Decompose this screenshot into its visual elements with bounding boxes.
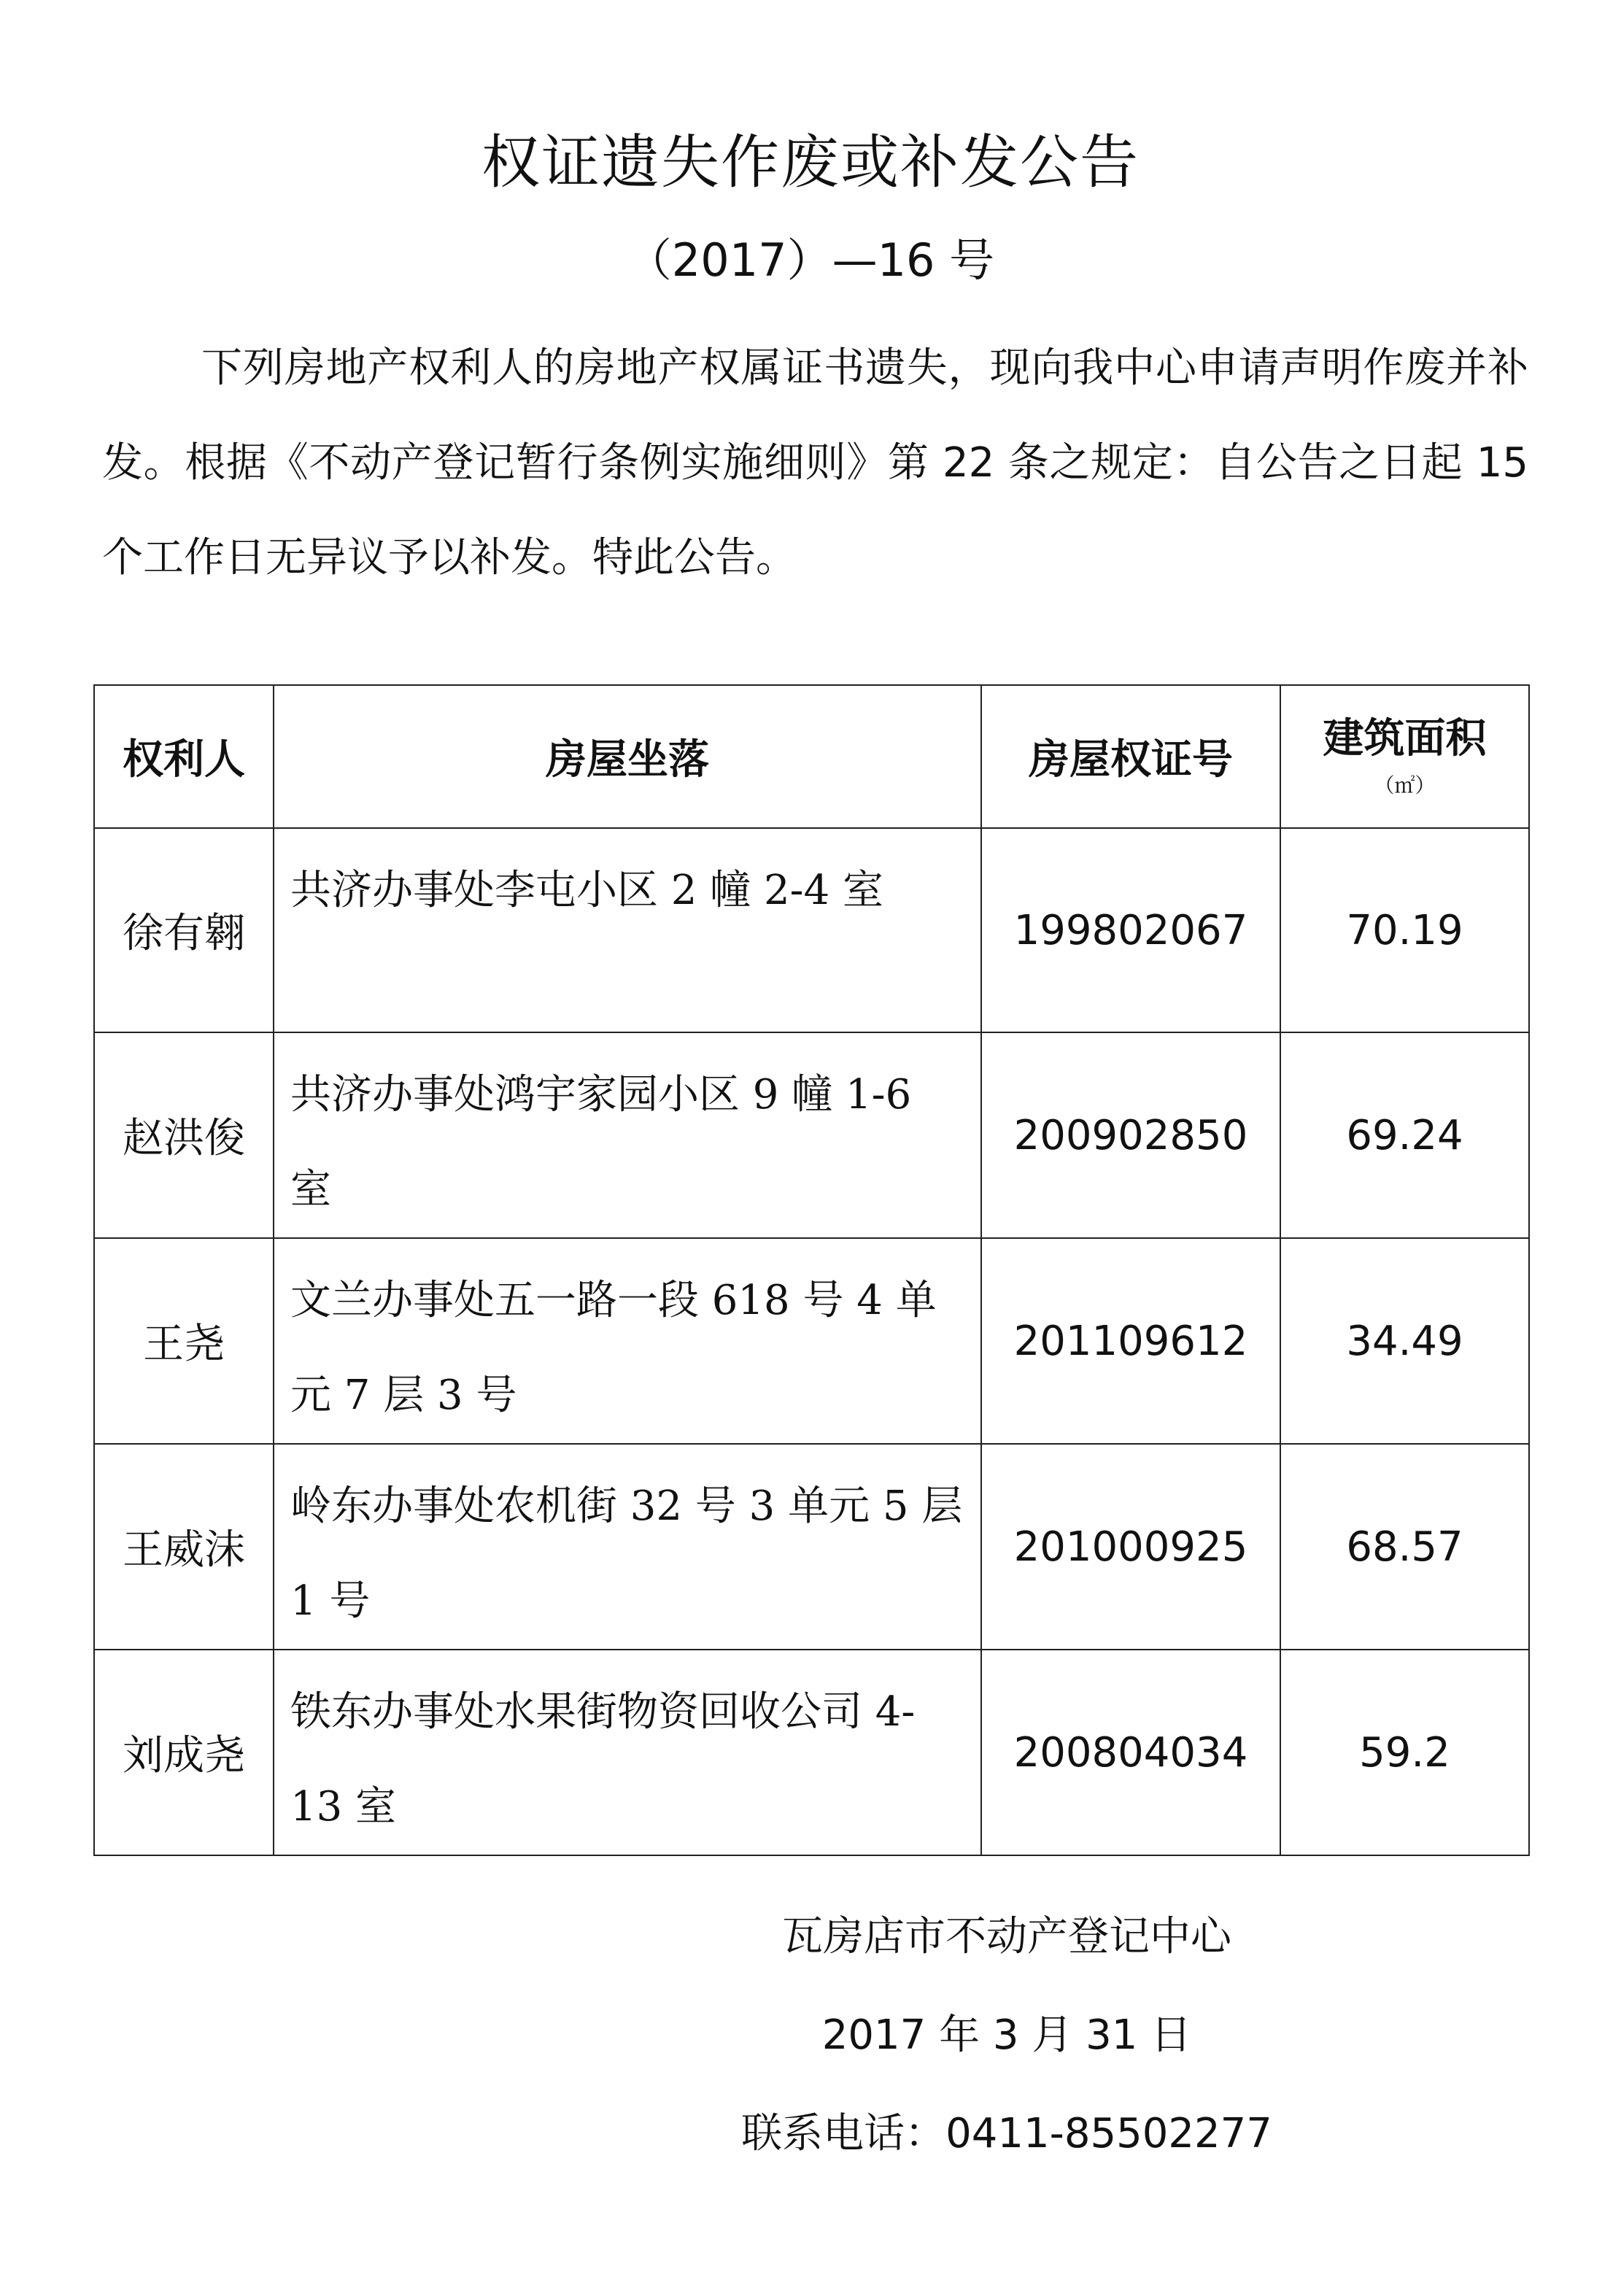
owner-cell: 刘成尧	[94, 1650, 274, 1855]
location-cell: 文兰办事处五一路一段 618 号 4 单元 7 层 3 号	[274, 1238, 981, 1444]
lost-certificate-table	[93, 684, 1530, 1856]
table-header-row	[94, 685, 1529, 828]
issuing-organization: 瓦房店市不动产登记中心	[782, 1913, 1231, 1960]
location-cell: 共济办事处鸿宇家园小区 9 幢 1-6 室	[274, 1032, 981, 1238]
contact-phone: 联系电话：0411-85502277	[741, 2110, 1272, 2157]
cert-no-cell: 200804034	[981, 1650, 1280, 1855]
owner-cell: 赵洪俊	[94, 1032, 274, 1238]
location-cell: 铁东办事处水果街物资回收公司 4-13 室	[274, 1650, 981, 1855]
notice-title: 权证遗失作废或补发公告	[481, 128, 1140, 196]
header-area-label: 建筑面积	[1323, 715, 1487, 762]
owner-cell: 王尧	[94, 1238, 274, 1444]
cert-no-cell: 201000925	[981, 1444, 1280, 1650]
table-row	[94, 1444, 1529, 1650]
cert-no-cell: 201109612	[981, 1238, 1280, 1444]
issue-date: 2017 年 3 月 31 日	[821, 2011, 1192, 2059]
area-cell: 59.2	[1280, 1650, 1529, 1855]
header-area-unit: （㎡）	[1374, 773, 1436, 797]
notice-number: （2017）—16 号	[626, 233, 995, 287]
table-row	[94, 1650, 1529, 1855]
table-body	[94, 828, 1529, 1855]
header-area	[1280, 685, 1529, 828]
cert-no-cell: 199802067	[981, 828, 1280, 1032]
table-row	[94, 1238, 1529, 1444]
area-cell: 70.19	[1280, 828, 1529, 1032]
owner-cell: 王威沫	[94, 1444, 274, 1650]
table-header	[94, 685, 1529, 828]
table-row	[94, 828, 1529, 1032]
area-cell: 34.49	[1280, 1238, 1529, 1444]
owner-cell: 徐有翱	[94, 828, 274, 1032]
header-location: 房屋坐落	[274, 685, 981, 828]
cert-no-cell: 200902850	[981, 1032, 1280, 1238]
area-cell: 68.57	[1280, 1444, 1529, 1650]
location-cell: 共济办事处李屯小区 2 幢 2-4 室	[274, 828, 981, 1032]
notice-body: 下列房地产权利人的房地产权属证书遗失，现向我中心申请声明作废并补发。根据《不动产登记暂行条例实施细则》第 22 条之规定：自公告之日起 15 个工作日无异议予以补发。特此公告。	[102, 344, 1528, 581]
area-cell: 69.24	[1280, 1032, 1529, 1238]
header-cert-no: 房屋权证号	[981, 685, 1280, 828]
header-owner: 权利人	[94, 685, 274, 828]
location-cell: 岭东办事处农机街 32 号 3 单元 5 层 1 号	[274, 1444, 981, 1650]
table-row	[94, 1032, 1529, 1238]
